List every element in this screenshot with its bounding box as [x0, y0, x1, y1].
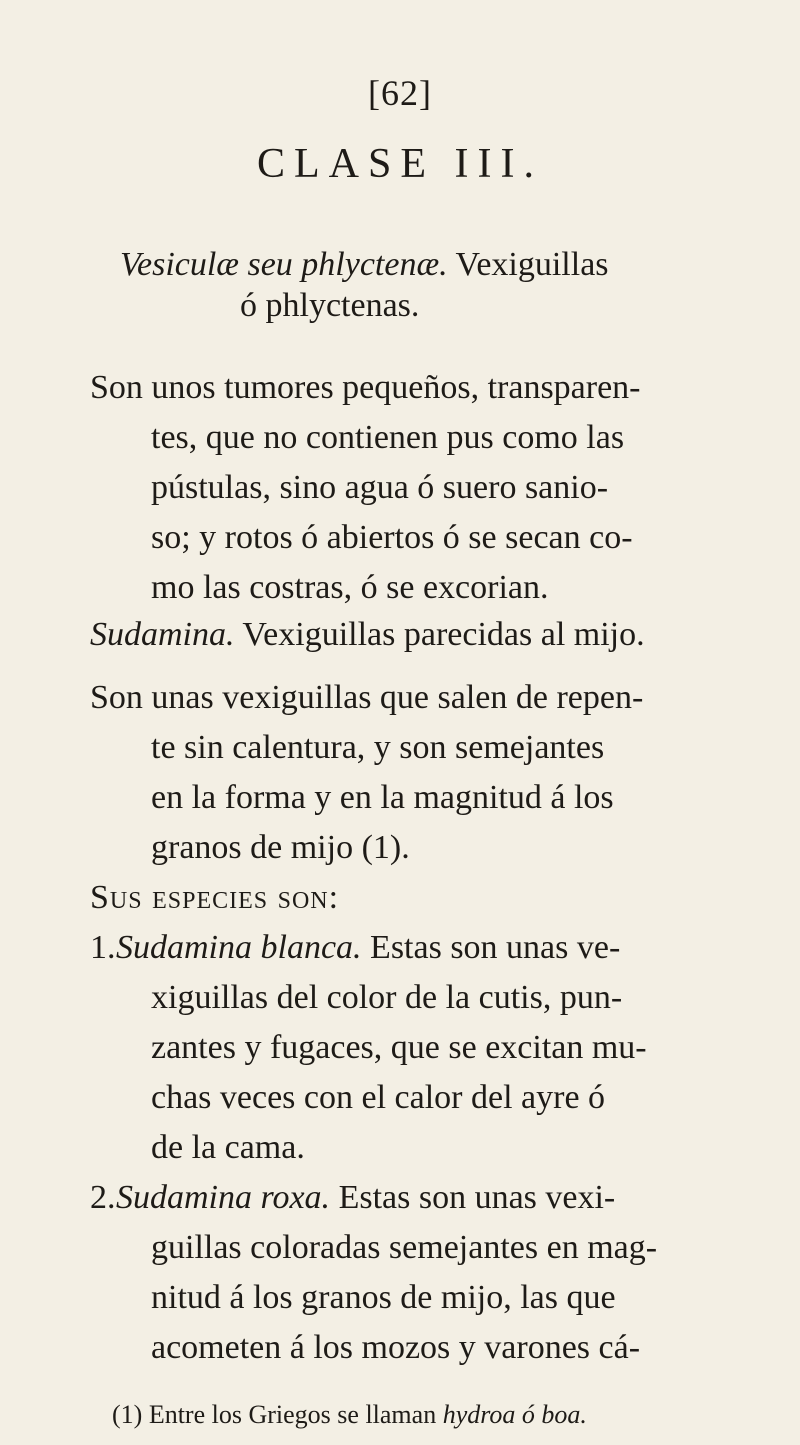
- paragraph-vesiculae: [90, 363, 770, 613]
- item-text: Estas son unas vexi-: [330, 1179, 616, 1216]
- item-number: 1.: [90, 929, 116, 966]
- paragraph-line: chas veces con el calor del ayre ó: [151, 1079, 606, 1116]
- item-text: Estas son unas ve-: [361, 929, 621, 966]
- heading-vesiculae-line2: ó phlyctenas.: [240, 287, 420, 324]
- paragraph-sudamina: [90, 673, 770, 923]
- paragraph-line: pústulas, sino agua ó suero sanio-: [151, 469, 609, 506]
- paragraph-line: en la forma y en la magnitud á los: [151, 779, 614, 816]
- paragraph-line: nitud á los granos de mijo, las que: [151, 1279, 616, 1316]
- species-item-1: [90, 923, 770, 1173]
- heading-vesiculae-latin: Vesiculæ seu phlyctenæ.: [120, 246, 448, 283]
- paragraph-line: de la cama.: [151, 1129, 305, 1166]
- heading-vesiculae-spanish: Vexiguillas: [447, 246, 609, 283]
- paragraph-line: Son unas vexiguillas que salen de repen-: [90, 679, 644, 716]
- paragraph-line: tes, que no contienen pus como las: [151, 419, 625, 456]
- paragraph-line: mo las costras, ó se excorian.: [151, 569, 549, 606]
- footnote: [112, 1400, 587, 1430]
- paragraph-line: guillas coloradas semejantes en mag-: [151, 1229, 658, 1266]
- footnote-mark: (1): [112, 1400, 143, 1429]
- paragraph-line: so; y rotos ó abiertos ó se secan co-: [151, 519, 633, 556]
- heading-sudamina-spanish: Vexiguillas parecidas al mijo.: [234, 616, 645, 653]
- paragraph-line: zantes y fugaces, que se excitan mu-: [151, 1029, 647, 1066]
- page-number: [62]: [368, 73, 432, 113]
- heading-sudamina: [90, 610, 770, 660]
- paragraph-line: acometen á los mozos y varones cá-: [151, 1329, 641, 1366]
- species-intro: Sus especies son:: [90, 879, 340, 916]
- paragraph-line: Son unos tumores pequeños, transparen-: [90, 369, 641, 406]
- class-title: CLASE III.: [257, 141, 543, 187]
- heading-sudamina-latin: Sudamina.: [90, 616, 235, 653]
- heading-vesiculae: [90, 240, 770, 331]
- paragraph-line: xiguillas del color de la cutis, pun-: [151, 979, 623, 1016]
- paragraph-line: te sin calentura, y son semejantes: [151, 729, 605, 766]
- footnote-text: Entre los Griegos se llaman: [142, 1400, 443, 1429]
- item-number: 2.: [90, 1179, 116, 1216]
- item-title: Sudamina blanca.: [116, 929, 362, 966]
- footnote-italic: hydroa ó boa.: [442, 1400, 587, 1429]
- species-item-2: [90, 1173, 770, 1373]
- item-title: Sudamina roxa.: [116, 1179, 331, 1216]
- paragraph-line: granos de mijo (1).: [151, 829, 410, 866]
